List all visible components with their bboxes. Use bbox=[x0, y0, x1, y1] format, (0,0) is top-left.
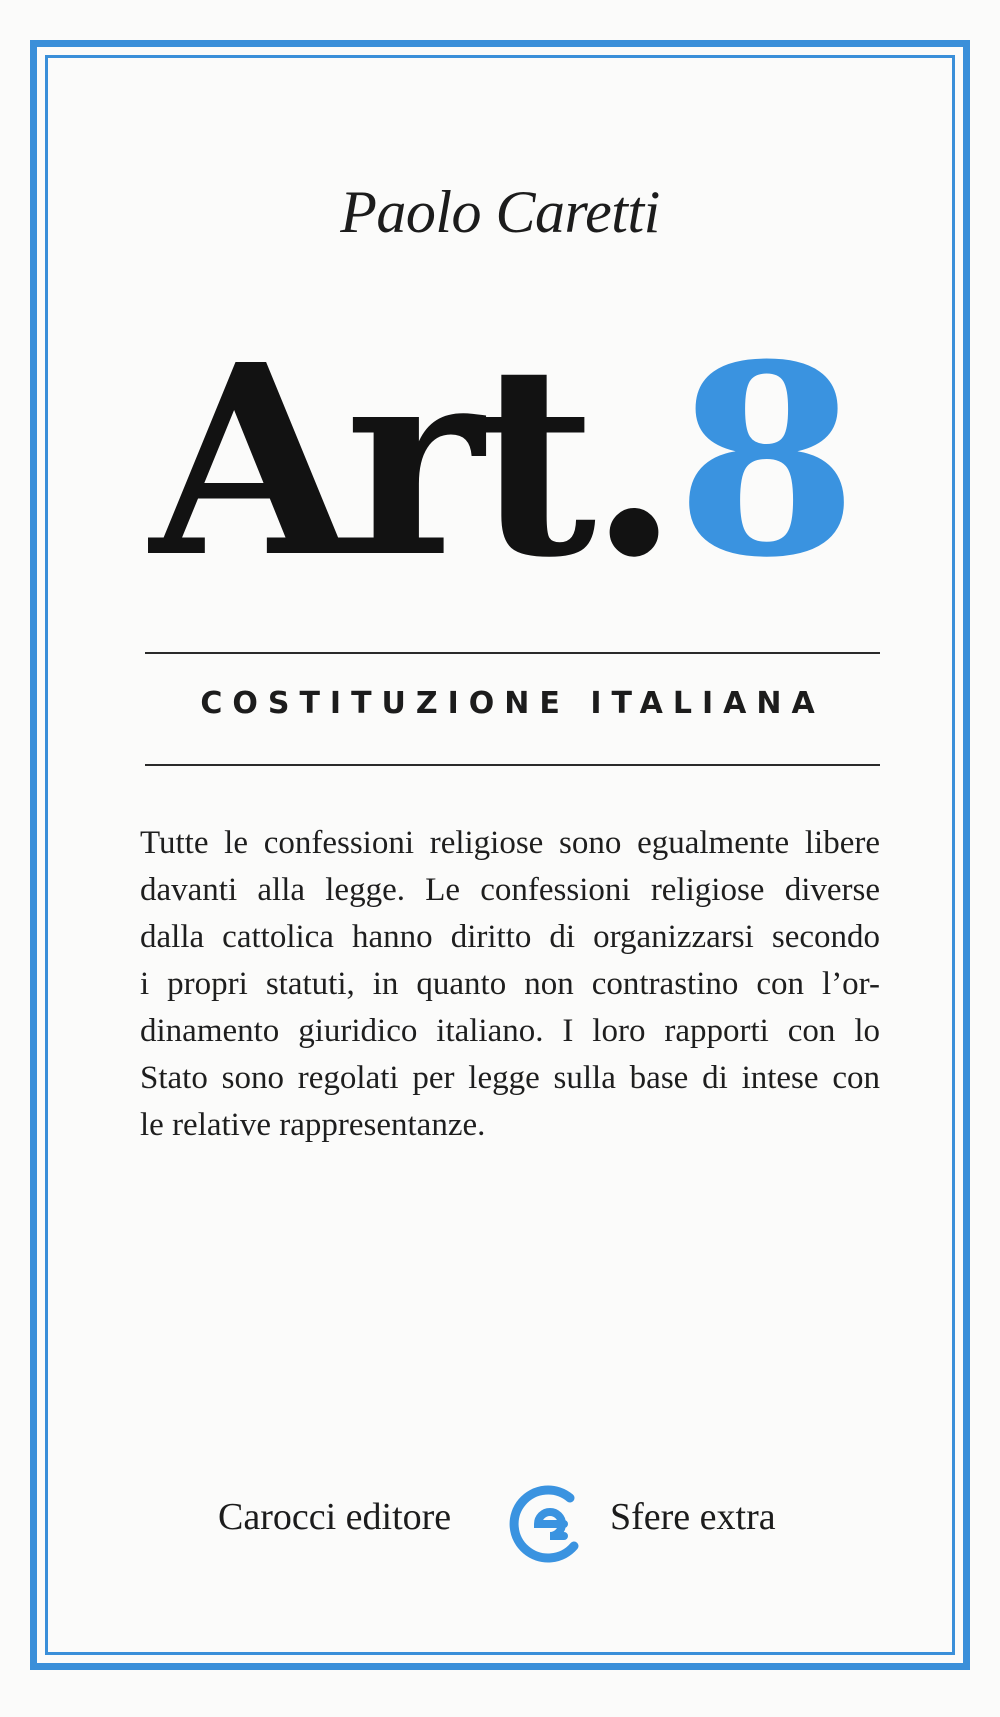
author-name: Paolo Caretti bbox=[340, 179, 660, 245]
top-divider bbox=[145, 652, 880, 654]
article-line: le relative rappresentanze. bbox=[140, 1107, 486, 1143]
article-line: davanti alla legge. Le confessioni religiose diverse bbox=[140, 872, 880, 908]
collection-name: Sfere extra bbox=[610, 1496, 776, 1538]
series-label: COSTITUZIONE ITALIANA bbox=[200, 686, 825, 721]
title-word: Art. bbox=[150, 307, 672, 615]
article-title bbox=[0, 307, 1000, 615]
article-text bbox=[140, 820, 880, 1149]
article-line: dinamento giuridico italiano. I loro rapporti con lo bbox=[140, 1013, 880, 1049]
article-line: Stato sono regolati per legge sulla base di intese con bbox=[140, 1060, 880, 1096]
bottom-divider bbox=[145, 764, 880, 766]
carocci-ce-logo-icon bbox=[508, 1484, 584, 1564]
title-number: 8 bbox=[675, 307, 850, 615]
publisher-name: Carocci editore bbox=[218, 1496, 452, 1538]
article-line: dalla cattolica hanno diritto di organizzarsi secondo bbox=[140, 919, 880, 955]
article-line: i propri statuti, in quanto non contrastino con l’or- bbox=[140, 966, 880, 1002]
article-line: Tutte le confessioni religiose sono egualmente libere bbox=[140, 825, 880, 861]
